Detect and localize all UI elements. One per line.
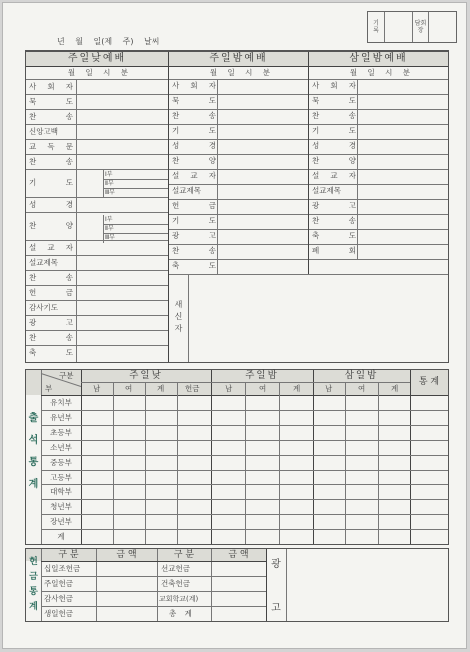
- attendance-row-label: 중등부: [50, 457, 72, 467]
- prayer-part-3: Ⅲ부: [105, 189, 115, 196]
- wed-evening-item: 찬 송: [312, 216, 356, 225]
- sun-evening-item: 찬 송: [172, 111, 216, 120]
- sun-evening-item: 사 회 자: [172, 81, 216, 90]
- attendance-row-label: 청년부: [50, 502, 72, 512]
- attendance-row-label: 고등부: [50, 472, 72, 482]
- offering-left-4: 생일헌금: [44, 609, 73, 618]
- col-sum-2: 계: [293, 384, 301, 393]
- sun-morning-item: 광 고: [29, 317, 73, 327]
- sun-morning-item: 축 도: [29, 347, 73, 357]
- attendance-row-label: 유치부: [50, 398, 72, 407]
- sun-morning-item: 설 교 자: [29, 242, 73, 252]
- offering-right-1: 선교헌금: [161, 564, 190, 573]
- offering-header-category-1: 구 분: [58, 550, 79, 560]
- col-sum-3: 계: [391, 384, 399, 393]
- col-male-1: 남: [93, 384, 101, 393]
- worship-order-table: [25, 50, 449, 363]
- attendance-row-label: 대학부: [50, 487, 72, 497]
- attendance-row-label: 초등부: [50, 427, 72, 437]
- sun-evening-item: 성 경: [172, 141, 216, 150]
- wed-evening-item: 광 고: [312, 201, 356, 210]
- attendance-corner-bottom: 부: [45, 384, 53, 393]
- col-female-3: 여: [358, 384, 366, 393]
- newcomer-label: 새신자: [174, 300, 183, 333]
- sun-evening-time: 월 일 시 분: [209, 68, 271, 77]
- prayer-part-1: Ⅰ부: [105, 171, 113, 178]
- sun-morning-item: 사 회 자: [29, 81, 73, 91]
- sun-evening-header: 주일밤예배: [209, 53, 268, 64]
- offering-right-2: 건축헌금: [161, 579, 190, 588]
- sun-morning-item: 감사기도: [29, 302, 58, 312]
- col-female-1: 여: [125, 384, 133, 393]
- attendance-group-wed-evening: 삼일밤: [344, 370, 379, 381]
- sun-evening-item: 축 도: [172, 261, 216, 270]
- wed-evening-item: 설교제목: [312, 186, 341, 195]
- attendance-corner-top: 구분: [59, 371, 74, 380]
- sun-evening-item: 찬 양: [172, 156, 216, 165]
- approval-box: [367, 11, 457, 43]
- wed-evening-item: 찬 양: [312, 156, 356, 165]
- col-offering-1: 헌금: [185, 384, 200, 393]
- weekly-report-form: [2, 2, 467, 649]
- wed-evening-item: 찬 송: [312, 111, 356, 120]
- choir-part-2: Ⅱ부: [105, 225, 114, 232]
- attendance-row-label: 유년부: [50, 412, 72, 422]
- col-male-3: 남: [325, 384, 333, 393]
- sun-evening-item: 설교제목: [172, 186, 201, 195]
- attendance-row-label: 계: [57, 532, 65, 542]
- approval-label-pastor: 담회장: [414, 20, 427, 34]
- wed-evening-item: 성 경: [312, 141, 356, 150]
- ad-label-2: 고: [271, 603, 281, 614]
- prayer-part-2: Ⅱ부: [105, 180, 114, 187]
- attendance-row-label: 장년부: [50, 517, 72, 527]
- sun-morning-item: 묵 도: [29, 96, 73, 106]
- sun-morning-item: 찬 송: [29, 111, 73, 121]
- offering-header-amount-1: 금 액: [116, 550, 137, 560]
- col-male-2: 남: [225, 384, 233, 393]
- col-sum-1: 계: [157, 384, 165, 393]
- attendance-total-header: 통 계: [418, 377, 440, 387]
- sun-evening-item: 묵 도: [172, 96, 216, 105]
- offering-right-4: 총 계: [169, 609, 192, 618]
- sun-evening-item: 헌 금: [172, 201, 216, 210]
- wed-evening-item: 설 교 자: [312, 171, 356, 180]
- wed-evening-item: 사 회 자: [312, 81, 356, 90]
- sun-morning-item: 찬 송: [29, 332, 73, 342]
- sun-evening-item: 설 교 자: [172, 171, 216, 180]
- wed-evening-item: 묵 도: [312, 96, 356, 105]
- wed-evening-item: 폐 회: [312, 246, 356, 255]
- sun-evening-item: 기 도: [172, 216, 216, 225]
- sun-morning-item: 찬 양: [29, 221, 73, 230]
- attendance-row-label: 소년부: [50, 442, 72, 452]
- wed-evening-item: 축 도: [312, 231, 356, 240]
- wed-evening-header: 삼일밤예배: [349, 53, 408, 64]
- choir-part-1: Ⅰ부: [105, 216, 113, 223]
- sun-morning-item: 헌 금: [29, 287, 73, 297]
- offering-header-category-2: 구 분: [173, 550, 195, 560]
- wed-evening-item: 기 도: [312, 126, 356, 135]
- offering-left-3: 감사헌금: [44, 594, 73, 603]
- sun-morning-header: 주일낮예배: [67, 53, 127, 64]
- date-line: 년 월 일(제 주) 날씨: [57, 37, 160, 46]
- sun-morning-item: 찬 송: [29, 156, 73, 166]
- sun-morning-item: 찬 송: [29, 272, 73, 282]
- offering-header-amount-2: 금 액: [228, 550, 249, 560]
- choir-part-3: Ⅲ부: [105, 234, 115, 241]
- sun-morning-item: 기 도: [29, 178, 73, 187]
- attendance-group-sun-morning: 주일낮: [129, 370, 163, 381]
- sun-evening-item: 찬 송: [172, 246, 216, 255]
- offering-left-2: 주일헌금: [44, 579, 73, 588]
- sun-morning-item: 교 독 문: [29, 141, 73, 151]
- sun-morning-item: 신앙고백: [29, 126, 58, 136]
- offering-right-3: 교회학교(계): [159, 595, 199, 603]
- sun-evening-item: 광 고: [172, 231, 216, 240]
- attendance-side-label: 출석통계: [28, 413, 39, 490]
- approval-label-record: 기 록: [373, 20, 379, 34]
- sun-morning-item: 설교제목: [29, 257, 58, 267]
- sun-morning-time: 월 일 시 분: [67, 68, 129, 77]
- sun-evening-item: 기 도: [172, 126, 216, 135]
- sun-morning-item: 성 경: [29, 199, 73, 209]
- offering-left-1: 십일조헌금: [44, 564, 81, 573]
- attendance-group-sun-evening: 주일밤: [245, 370, 279, 381]
- ad-label-1: 광: [271, 559, 281, 570]
- offering-side-label: 헌금통계: [29, 557, 38, 612]
- wed-evening-time: 월 일 시 분: [349, 68, 411, 77]
- col-female-2: 여: [259, 384, 267, 393]
